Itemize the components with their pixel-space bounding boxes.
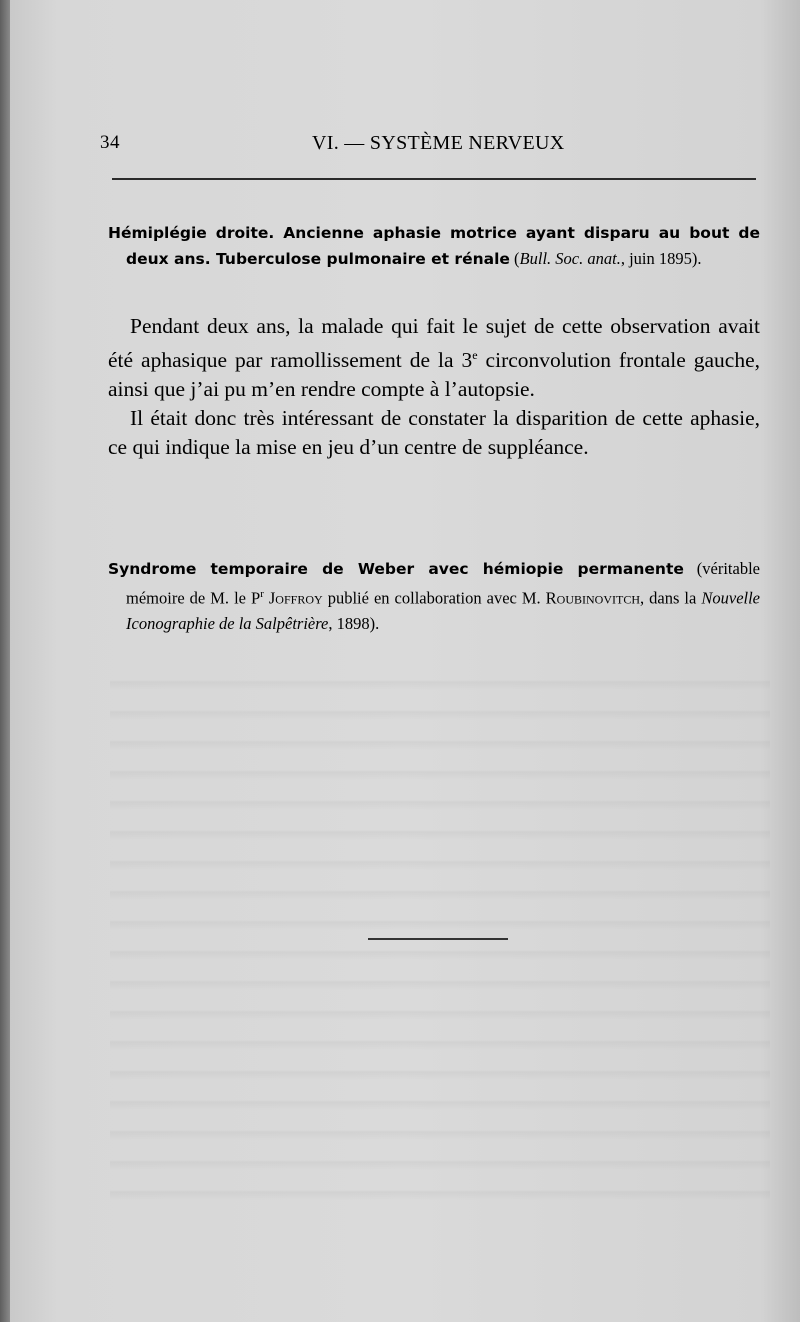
entry-2-author-joffroy: Joffroy (268, 588, 323, 608)
entry-1-open-paren: ( (514, 249, 520, 268)
entry-1-title: Hémiplégie droite. Ancienne aphasie motrice ayant disparu au bout de deux ans. Tuberculose pulmonaire et rénale (108, 224, 760, 268)
bibliography-entry-1 (108, 220, 760, 272)
paragraph-1-part-b: circonvolution frontale gauche, ainsi que j’ai pu m’en rendre compte à l’autopsie. (108, 348, 760, 402)
entry-2-title: Syndrome temporaire de Weber avec hémiopie permanente (108, 560, 684, 578)
paragraph-1-part-a: Pendant deux ans, la malade qui fait le sujet de cette observation avait été aphasique par ramollissement de la 3 (108, 314, 760, 373)
entry-2-desc-2: publié en collaboration avec M. (322, 588, 546, 608)
entry-1-journal: Bull. Soc. anat. (519, 249, 621, 268)
bibliography-entry-2 (108, 556, 760, 636)
paragraph-1 (108, 312, 760, 404)
section-title: VI. — SYSTÈME NERVEUX (312, 132, 565, 154)
page-shadow-edge (0, 0, 10, 1322)
bleed-through-texture (110, 660, 770, 1220)
entry-2-text (108, 556, 760, 636)
header-rule (112, 178, 756, 180)
body-text (108, 312, 760, 462)
book-page (10, 0, 800, 1322)
section-end-rule (368, 938, 508, 940)
entry-2-prof-superscript: r (260, 588, 264, 600)
paragraph-2: Il était donc très intéressant de constater la disparition de cette aphasie, ce qui indique la mise en jeu d’un centre de suppléance. (108, 406, 760, 460)
paragraph-1-superscript: e (472, 348, 478, 362)
entry-2-desc-1: (véritable mémoire de M. le P (126, 559, 761, 608)
running-header (100, 132, 760, 162)
entry-2-date: , 1898). (328, 613, 380, 633)
entry-2-journal: Nouvelle Iconographie de la Salpêtrière (126, 588, 761, 633)
page-number: 34 (100, 132, 120, 153)
entry-1-date: , juin 1895). (620, 249, 702, 268)
entry-2-author-roubinovitch: Roubinovitch (545, 588, 641, 608)
entry-1-text (108, 220, 760, 272)
entry-2-desc-3: , dans la (640, 588, 702, 608)
